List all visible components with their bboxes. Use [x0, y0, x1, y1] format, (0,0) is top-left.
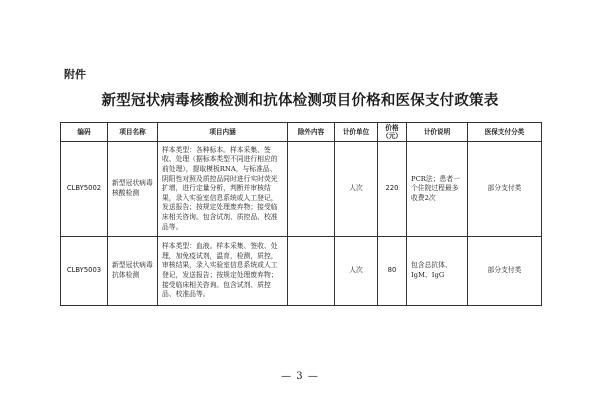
cell-price: 220	[378, 142, 407, 237]
cell-content: 样本类型：各种标本。样本采集、签收、处理（据标本类型不同进行相应的前处理），提取模板RNA，与标准品、阴阳性对照及质控品同时进行实时荧光扩增，进行定量分析，判断并审核结果，录入实验室信息系统或人工登记，发送报告；按规定处理废弃物；接受临床相关咨询。包含试剂、质控品、校准品等。	[158, 142, 288, 237]
price-policy-table	[60, 122, 542, 306]
table-row	[61, 142, 542, 237]
header-code: 编码	[61, 123, 108, 142]
cell-price: 80	[378, 237, 407, 306]
header-name: 项目名称	[108, 123, 158, 142]
cell-content: 样本类型：血液。样本采集、签收、处理，加免疫试剂，温育，检测，质控，审核结果，录入实验室信息系统或人工登记，发送报告；按规定处理废弃物；接受临床相关咨询。包含试剂、质控品、校准品等。	[158, 237, 288, 306]
header-note: 计价说明	[407, 123, 468, 142]
cell-category: 部分支付类	[468, 142, 542, 237]
header-excluded: 除外内容	[288, 123, 335, 142]
cell-unit: 人次	[335, 237, 378, 306]
cell-name: 新型冠状病毒抗体检测	[108, 237, 158, 306]
cell-code: CLBY5003	[61, 237, 108, 306]
cell-excluded	[288, 142, 335, 237]
header-content: 项目内涵	[158, 123, 288, 142]
table-header-row	[61, 123, 542, 142]
annex-label: 附件	[64, 68, 86, 81]
page-number: — 3 —	[281, 371, 319, 382]
cell-unit: 人次	[335, 142, 378, 237]
table-row	[61, 237, 542, 306]
cell-excluded	[288, 237, 335, 306]
cell-note: 包含总抗体、IgM、IgG	[407, 237, 468, 306]
document-title: 新型冠状病毒核酸检测和抗体检测项目价格和医保支付政策表	[101, 92, 499, 109]
cell-code: CLBY5002	[61, 142, 108, 237]
header-price: 价格（元）	[378, 123, 407, 142]
header-category: 医保支付分类	[468, 123, 542, 142]
cell-note: PCR法；患者一个住院过程最多收费2次	[407, 142, 468, 237]
header-unit: 计价单位	[335, 123, 378, 142]
cell-name: 新型冠状病毒核酸检测	[108, 142, 158, 237]
cell-category: 部分支付类	[468, 237, 542, 306]
